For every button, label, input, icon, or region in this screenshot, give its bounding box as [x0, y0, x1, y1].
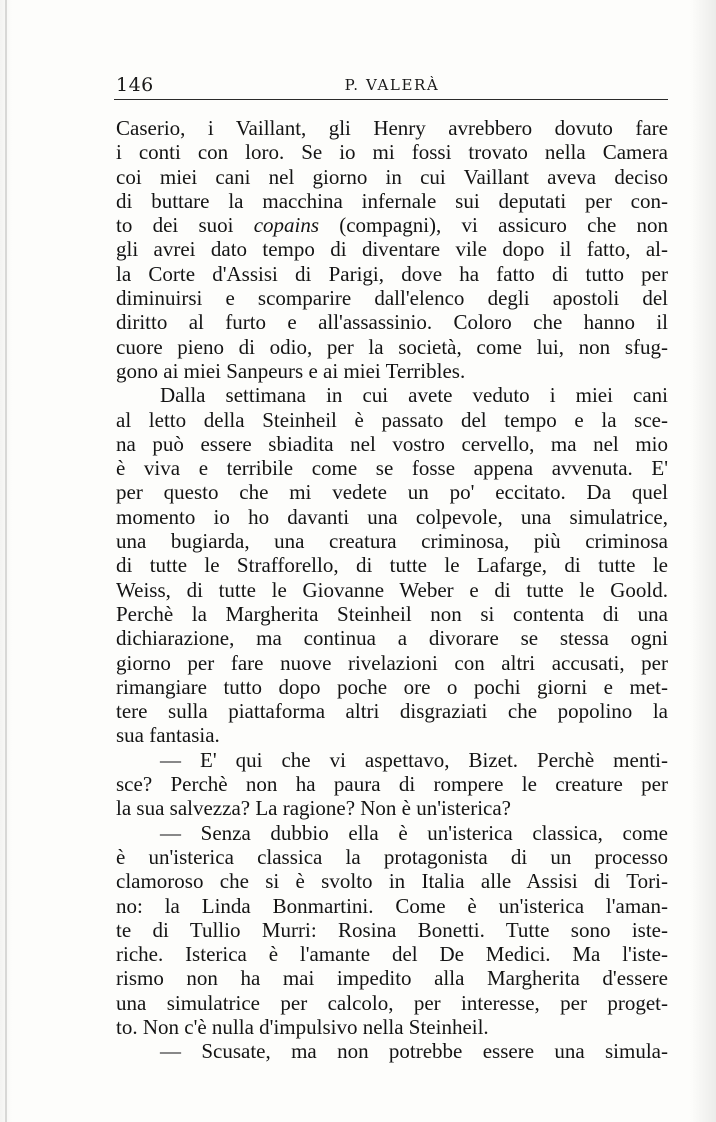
text-line: diminuirsi e scomparire dall'elenco degli apostoli del [116, 286, 668, 311]
text-line: te di Tullio Murri: Rosina Bonetti. Tutte sono iste- [116, 917, 668, 942]
text-line: Weiss, di tutte le Giovanne Weber e di tutte le Goold. [116, 577, 668, 602]
page-binding-edge [5, 0, 7, 1122]
text-line: sua fantasia. [116, 723, 220, 748]
text-line: è un'isterica classica la protagonista di un processo [116, 844, 668, 869]
text-line: na può essere sbiadita nel vostro cervello, ma nel mio [116, 431, 668, 456]
text-line: to. Non c'è nulla d'impulsivo nella Steinheil. [116, 1014, 489, 1039]
text-line: per questo che mi vedete un po' eccitato. Da quel [116, 480, 668, 505]
text-line: cuore pieno di odio, per la società, come lui, non sfug- [116, 334, 668, 359]
body-text [116, 116, 668, 1064]
text-line: i conti con loro. Se io mi fossi trovato nella Camera [116, 140, 668, 165]
page-header [116, 70, 668, 100]
text-line: — Scusate, ma non potrebbe essere una simula- [160, 1039, 668, 1064]
text-line: una simulatrice per calcolo, per interesse, per proget- [116, 990, 668, 1015]
italic-word: copains [253, 213, 320, 238]
text-line: la Corte d'Assisi di Parigi, dove ha fatto di tutto per [116, 261, 668, 286]
text-line: è viva e terribile come se fosse appena avvenuta. E' [116, 456, 668, 481]
text-line: — Senza dubbio ella è un'isterica classica, come [160, 820, 668, 845]
text-line: coi miei cani nel giorno in cui Vaillant aveva deciso [116, 164, 668, 189]
page-number: 146 [116, 74, 154, 96]
text-line: momento io ho davanti una colpevole, una simulatrice, [116, 504, 668, 529]
text-line: gono ai miei Sanpeurs e ai miei Terribles. [116, 358, 466, 383]
text-line: di buttare la macchina infernale sui deputati per con- [116, 188, 668, 213]
text-line: di tutte le Strafforello, di tutte le Lafarge, di tutte le [116, 553, 668, 578]
text-line: sce? Perchè non ha paura di rompere le creature per [116, 772, 668, 797]
text-line: to dei suoi copains (compagni), vi assicuro che non [116, 213, 668, 238]
text-line: Dalla settimana in cui avete veduto i miei cani [160, 383, 668, 408]
text-line: no: la Linda Bonmartini. Come è un'isterica l'aman- [116, 893, 668, 918]
text-line: rismo non ha mai impedito alla Margherita d'essere [116, 966, 668, 991]
text-line: la sua salvezza? La ragione? Non è un'isterica? [116, 796, 511, 821]
text-line: — E' qui che vi aspettavo, Bizet. Perchè menti- [160, 747, 668, 772]
text-line: rimangiare tutto dopo poche ore o pochi giorni e met- [116, 674, 668, 699]
text-line: riche. Isterica è l'amante del De Medici. Ma l'iste- [116, 942, 668, 967]
text-line: gli avrei dato tempo di diventare vile dopo il fatto, al- [116, 237, 668, 262]
text-line: una bugiarda, una creatura criminosa, più criminosa [116, 529, 668, 554]
text-line: clamoroso che si è svolto in Italia alle Assisi di Tori- [116, 869, 668, 894]
text-line: al letto della Steinheil è passato del tempo e la sce- [116, 407, 668, 432]
text-line: tere sulla piattaforma altri disgraziati che popolino la [116, 699, 668, 724]
text-line: diritto al furto e all'assassinio. Coloro che hanno il [116, 310, 668, 335]
header-rule [114, 99, 668, 100]
text-line: dichiarazione, ma continua a divorare se stessa ogni [116, 626, 668, 651]
text-line: giorno per fare nuove rivelazioni con altri accusati, per [116, 650, 668, 675]
text-line: Perchè la Margherita Steinheil non si contenta di una [116, 601, 668, 626]
text-line: Caserio, i Vaillant, gli Henry avrebbero dovuto fare [116, 116, 668, 140]
running-title: P. VALERÀ [344, 76, 440, 94]
